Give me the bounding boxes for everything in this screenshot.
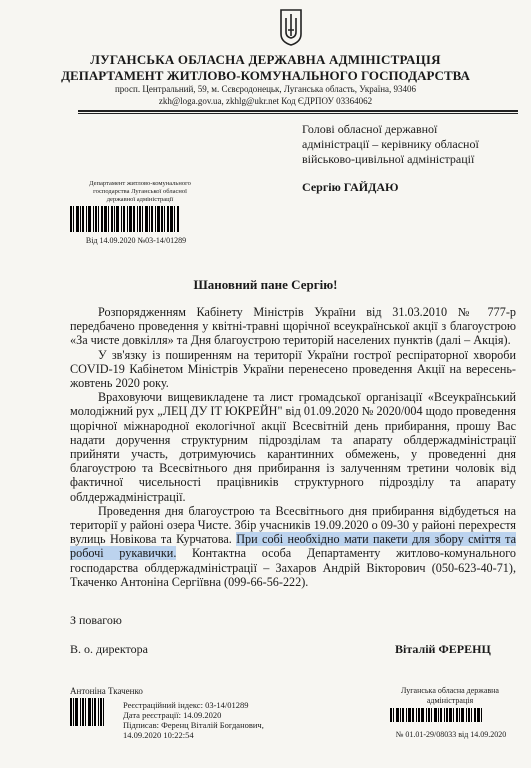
received-line2: адміністрація	[426, 695, 474, 705]
addressee-name: Сергію ГАЙДАЮ	[302, 180, 399, 194]
e-signature-block	[123, 700, 264, 740]
paragraph-4-part-b: Контактна особа Департаменту житлово-комунального господарства облдержадміністрації – Захаров Андрій Вікторович (050-623-40-71), Ткаченко Антоніна Сергіївна (099-66-56-222).	[70, 546, 517, 589]
reg-stamp-line2: господарства Луганської обласної	[93, 188, 187, 195]
org-line2: ДЕПАРТАМЕНТ ЖИТЛОВО-КОМУНАЛЬНОГО ГОСПОДАРСТВА	[61, 68, 470, 83]
received-line1: Луганська обласна державна	[401, 686, 499, 695]
paragraph-1: Розпорядженням Кабінету Міністрів України від 31.03.2010 № 777-р передбачено проведення у квітні-травні щорічної всеукраїнської акції з благоустрою «За чисте довкілля» та Дня благоустрою територій населених пунктів (далі – Акція).	[70, 305, 516, 348]
signature-position: В. о. директора	[70, 642, 148, 656]
received-barcode	[390, 708, 510, 722]
addressee-line2: адміністрації – керівнику обласної	[302, 137, 479, 151]
received-ref: № 01.01-29/08033 від 14.09.2020	[395, 730, 507, 739]
signed-by: Підписав: Ференц Віталій Богданович,	[123, 720, 264, 730]
reg-stamp-line1: Департамент житлово-комунального	[89, 180, 191, 187]
org-line1: ЛУГАНСЬКА ОБЛАСНА ДЕРЖАВНА АДМІНІСТРАЦІЯ	[90, 52, 441, 67]
addressee-line3: військово-цивільної адміністрації	[302, 152, 475, 166]
coat-of-arms	[279, 8, 303, 46]
addressee-line1: Голові обласної державної	[302, 122, 438, 136]
paragraph-4	[70, 504, 516, 589]
paragraph-3: Враховуючи вищевикладене та лист громадської організації «Всеукраїнський молодіжний рух „ЛЕЦ ДУ ІТ ЮКРЕЙН" від 01.09.2020 № 2020/004 щодо проведення щорічної міжнародної екологічної акції Всесвітній день прибирання, прошу Вас надати доручення структурним підрозділам та апарату облдержадміністрації прийняти участь, дотримуючись карантинних обмежень, у проведенні дня благоустрою та Всесвітнього дня прибирання із залученням третини чоловік від фактичної чисельності працівників структурного підрозділу та апарату облдержадміністрації.	[70, 390, 516, 504]
paragraph-4-part-a: Проведення дня благоустрою та Всесвітнього дня прибирання відбудеться на території у районі озера Чисте. Збір учасників 19.09.2020 о 09-30 у районі перехрестя вулиць Новікова та Курчатова.	[70, 503, 516, 547]
org-contacts: zkh@loga.gov.ua, zkhlg@ukr.net Код ЄДРПОУ 03364062	[158, 96, 373, 106]
reg-stamp-barcode	[70, 206, 202, 232]
paragraph-4-highlight: При собі необхідно мати пакети для збору сміття та робочі рукавички.	[70, 532, 516, 561]
reg-stamp-ref: Від 14.09.2020 №03-14/01289	[85, 236, 187, 245]
signature-name: Віталій ФЕРЕНЦ	[395, 642, 491, 656]
org-address: просп. Центральний, 59, м. Сєвєродонецьк, Луганська область, Україна, 93406	[114, 84, 417, 94]
signed-time: 14.09.2020 10:22:54	[123, 730, 194, 740]
header-divider-thick	[78, 110, 518, 112]
executor-name: Антоніна Ткаченко	[70, 686, 143, 696]
paragraph-2: У зв'язку із поширенням на території України гострої респіраторної хвороби COVID-19 Кабінетом Міністрів України перенесено проведення Акції на вересень-жовтень 2020 року.	[70, 347, 516, 391]
received-stamp	[380, 686, 520, 705]
reg-index: Реєстраційний індекс: 03-14/01289	[123, 700, 249, 710]
greeting: Шановний пане Сергію!	[193, 277, 338, 292]
header-divider-thin	[78, 113, 518, 114]
addressee-block	[302, 122, 479, 167]
closing: З повагою	[70, 613, 122, 627]
reg-date: Дата реєстрації: 14.09.2020	[123, 710, 222, 720]
footer-barcode	[70, 698, 116, 726]
reg-stamp	[70, 180, 210, 204]
body-text	[70, 305, 516, 589]
reg-stamp-line3: державної адміністрації	[106, 196, 174, 203]
